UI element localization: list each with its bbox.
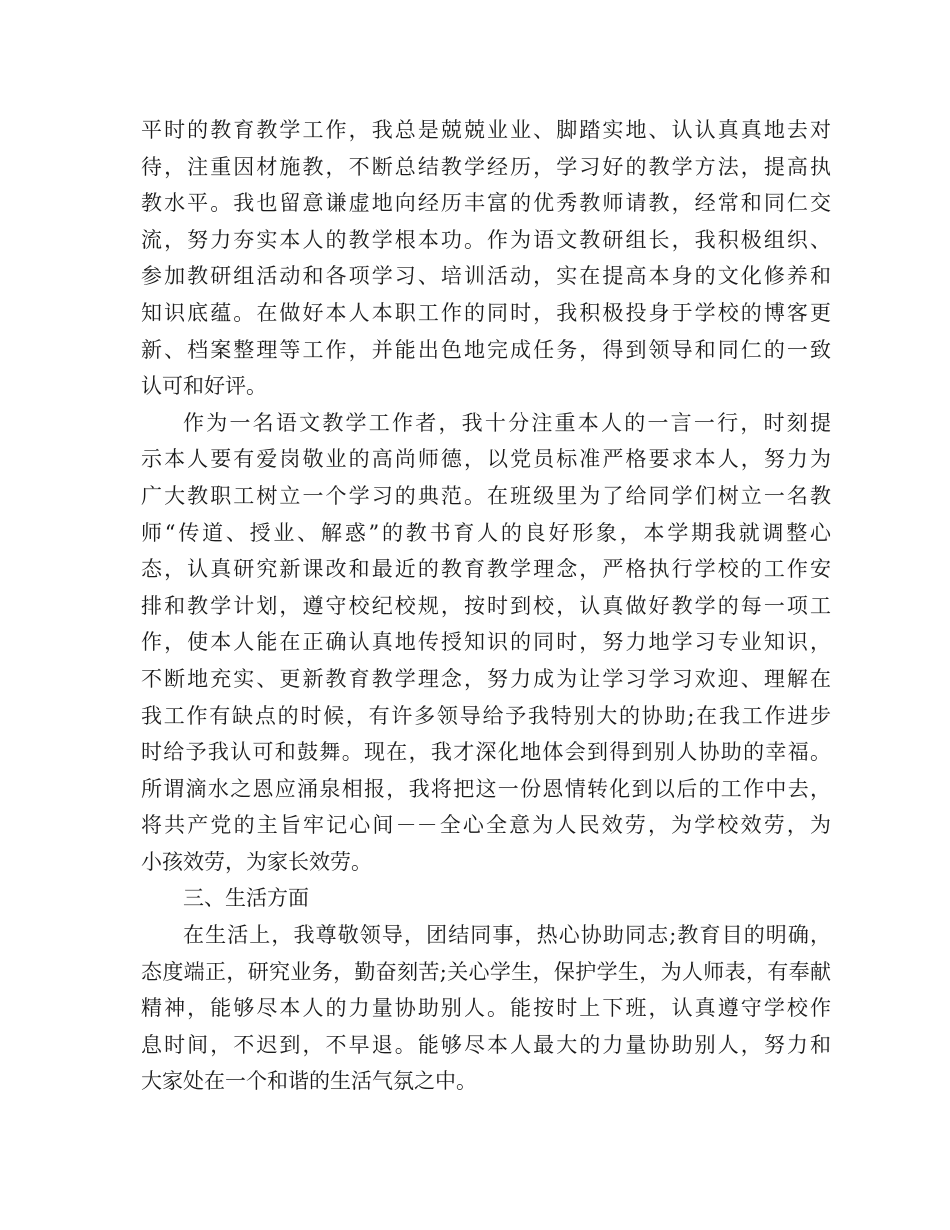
text-line: 认可和好评。	[141, 374, 267, 399]
text-line: 知识底蕴。在做好本人本职工作的同时，我积极投身于学校的博客更	[141, 300, 831, 325]
text-line: 小孩效劳，为家长效劳。	[141, 849, 372, 874]
text-line: 将共产党的主旨牢记心间－－全心全意为人民效劳，为学校效劳，为	[141, 813, 831, 838]
text-line: 排和教学计划，遵守校纪校规，按时到校，认真做好教学的每一项工	[141, 593, 831, 618]
text-line: 所谓滴水之恩应涌泉相报，我将把这一份恩情转化到以后的工作中去，	[141, 776, 831, 801]
text-line: 在生活上，我尊敬领导，团结同事，热心协助同志;教育目的明确，	[183, 923, 831, 948]
text-line: 精神，能够尽本人的力量协助别人。能按时上下班，认真遵守学校作	[141, 996, 831, 1021]
text-line: 待，注重因材施教，不断总结教学经历，学习好的教学方法，提高执	[141, 154, 831, 179]
text-line: 不断地充实、更新教育教学理念，努力成为让学习学习欢迎、理解在	[141, 666, 831, 691]
text-line: 作，使本人能在正确认真地传授知识的同时，努力地学习专业知识，	[141, 630, 831, 655]
text-line: 平时的教育教学工作，我总是兢兢业业、脚踏实地、认认真真地去对	[141, 118, 831, 142]
section-heading	[141, 880, 831, 917]
text-line: 参加教研组活动和各项学习、培训活动，实在提高本身的文化修养和	[141, 264, 831, 289]
text-line: 时给予我认可和鼓舞。现在，我才深化地体会到得到别人协助的幸福。	[141, 740, 831, 765]
text-line: 流，努力夯实本人的教学根本功。作为语文教研组长，我积极组织、	[141, 227, 831, 252]
document-body	[141, 112, 831, 1100]
text-line: 态，认真研究新课改和最近的教育教学理念，严格执行学校的工作安	[141, 557, 831, 582]
paragraph-1	[141, 112, 831, 405]
paragraph-4	[141, 917, 831, 1100]
text-line: 息时间，不迟到，不早退。能够尽本人最大的力量协助别人，努力和	[141, 1032, 831, 1057]
text-line: 我工作有缺点的时候，有许多领导给予我特别大的协助;在我工作进步	[141, 703, 831, 728]
text-line: 作为一名语文教学工作者，我十分注重本人的一言一行，时刻提	[183, 410, 831, 435]
text-line: 态度端正，研究业务，勤奋刻苦;关心学生，保护学生，为人师表，有奉献	[141, 959, 831, 984]
text-line: 大家处在一个和谐的生活气氛之中。	[141, 1069, 477, 1094]
text-line: 广大教职工树立一个学习的典范。在班级里为了给同学们树立一名教	[141, 483, 831, 508]
paragraph-2	[141, 405, 831, 881]
text-line: 示本人要有爱岗敬业的高尚师德，以党员标准严格要求本人，努力为	[141, 447, 831, 472]
section-heading-text: 三、生活方面	[183, 886, 309, 911]
text-line: 新、档案整理等工作，并能出色地完成任务，得到领导和同仁的一致	[141, 337, 831, 362]
text-line: 师“传道、授业、解惑”的教书育人的良好形象，本学期我就调整心	[141, 520, 831, 545]
text-line: 教水平。我也留意谦虚地向经历丰富的优秀教师请教，经常和同仁交	[141, 191, 831, 216]
